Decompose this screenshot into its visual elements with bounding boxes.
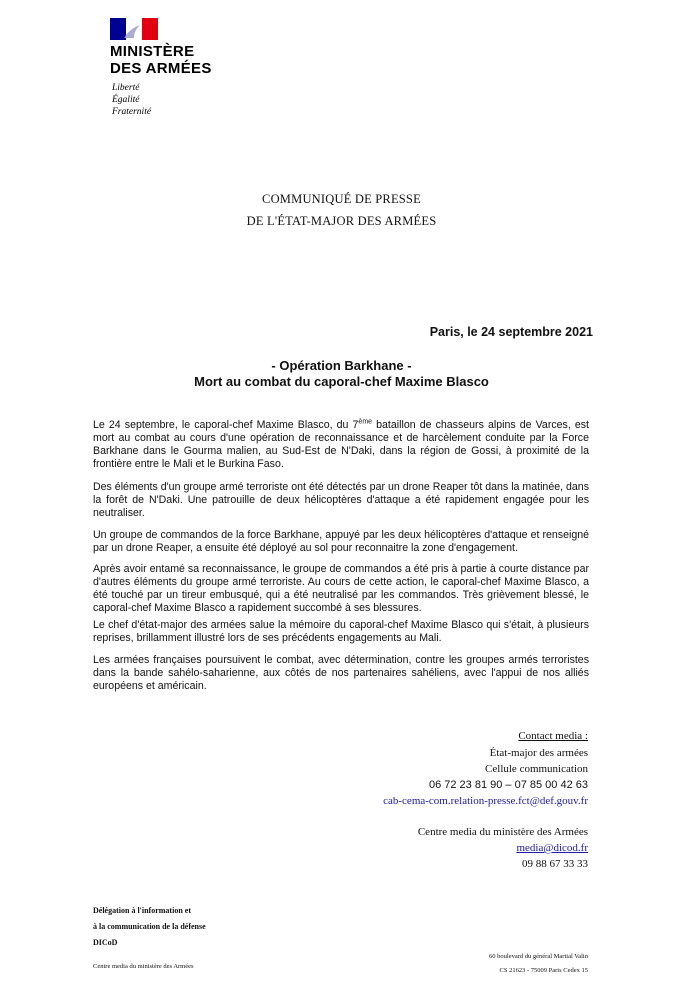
footer-address-line1: 60 boulevard du général Martial Valin <box>489 953 588 960</box>
logo-ministry-line1: MINISTÈRE <box>110 43 195 60</box>
logo-ministry-line2: DES ARMÉES <box>110 60 212 77</box>
paragraph-6: Les armées françaises poursuivent le combat, avec détermination, contre les groupes armés terroristes dans la bande sahélo-saharienne, aux côtés de nos partenaires sahéliens, avec l'appui de nos alliés européens et américain. <box>93 654 589 693</box>
paragraph-5: Le chef d'état-major des armées salue la mémoire du caporal-chef Maxime Blasco qui s'était, à plusieurs reprises, brillamment illustré lors de ses précédents engagements au Mali. <box>93 619 589 645</box>
paragraph-2: Des éléments d'un groupe armé terroriste ont été détectés par un drone Reaper tôt dans la matinée, dans la forêt de N'Daki. Une patrouille de deux hélicoptères d'attaque a été rapidement engagée pour les neutraliser. <box>93 481 589 520</box>
logo-motto-fraternite: Fraternité <box>112 107 152 117</box>
contact-heading: Contact media : <box>518 730 588 742</box>
contact-phones: 06 72 23 81 90 – 07 85 00 42 63 <box>428 779 588 791</box>
contact-email-link[interactable]: cab-cema-com.relation-presse.fct@def.gouv.fr <box>383 795 588 807</box>
media-centre-name: Centre media du ministère des Armées <box>417 826 588 838</box>
media-phone: 09 88 67 33 33 <box>522 858 588 870</box>
operation-title: - Opération Barkhane - <box>271 358 412 373</box>
paragraph-3: Un groupe de commandos de la force Barkhane, appuyé par les deux hélicoptères d'attaque et renseigné par un drone Reaper, a ensuite été déployé au sol pour reconnaitre la zone d'engagement. <box>93 529 589 555</box>
paragraph-4: Après avoir entamé sa reconnaissance, le groupe de commandos a été pris à partie à courte distance par d'autres éléments du groupe armé terroriste. Au cours de cette action, le caporal-chef Maxime Blasco, a été touché par un tireur embusqué, qui a été neutralisé par les commandos. Très grièvement blessé, le caporal-chef Maxime Blasco a rapidement succombé à ses blessures. <box>93 563 589 615</box>
footer-address-line2: CS 21623 - 75009 Paris Cedex 15 <box>499 967 588 974</box>
contact-org-1: État-major des armées <box>489 747 588 759</box>
date-line: Paris, le 24 septembre 2021 <box>429 325 593 339</box>
footer-dicod-acronym: DICoD <box>93 938 118 947</box>
footer-dicod-line2: à la communication de la défense <box>93 922 206 931</box>
footer-media-centre: Centre media du ministère des Armées <box>93 963 194 970</box>
republic-flag-icon <box>110 18 158 40</box>
paragraph-1: Le 24 septembre, le caporal-chef Maxime Blasco, du 7ème bataillon de chasseurs alpins de Varces, est mort au combat au cours d'une opération de reconnaissance et de harcèlement conduite par la Force Barkhane dans le Gourma malien, au Sud-Est de N'Daki, dans la région de Gossi, à proximité de la frontière entre le Mali et le Burkina Faso. <box>93 418 590 471</box>
contact-org-2: Cellule communication <box>485 763 588 775</box>
logo-motto-liberte: Liberté <box>112 83 140 93</box>
operation-subtitle: Mort au combat du caporal-chef Maxime Blasco <box>194 374 489 389</box>
press-release-title-line2: DE L'ÉTAT-MAJOR DES ARMÉES <box>246 214 437 228</box>
media-email-link[interactable]: media@dicod.fr <box>516 842 588 854</box>
press-release-title-line1: COMMUNIQUÉ DE PRESSE <box>262 192 421 206</box>
footer-dicod-line1: Délégation à l'information et <box>93 906 191 915</box>
logo-motto-egalite: Égalité <box>112 95 140 105</box>
